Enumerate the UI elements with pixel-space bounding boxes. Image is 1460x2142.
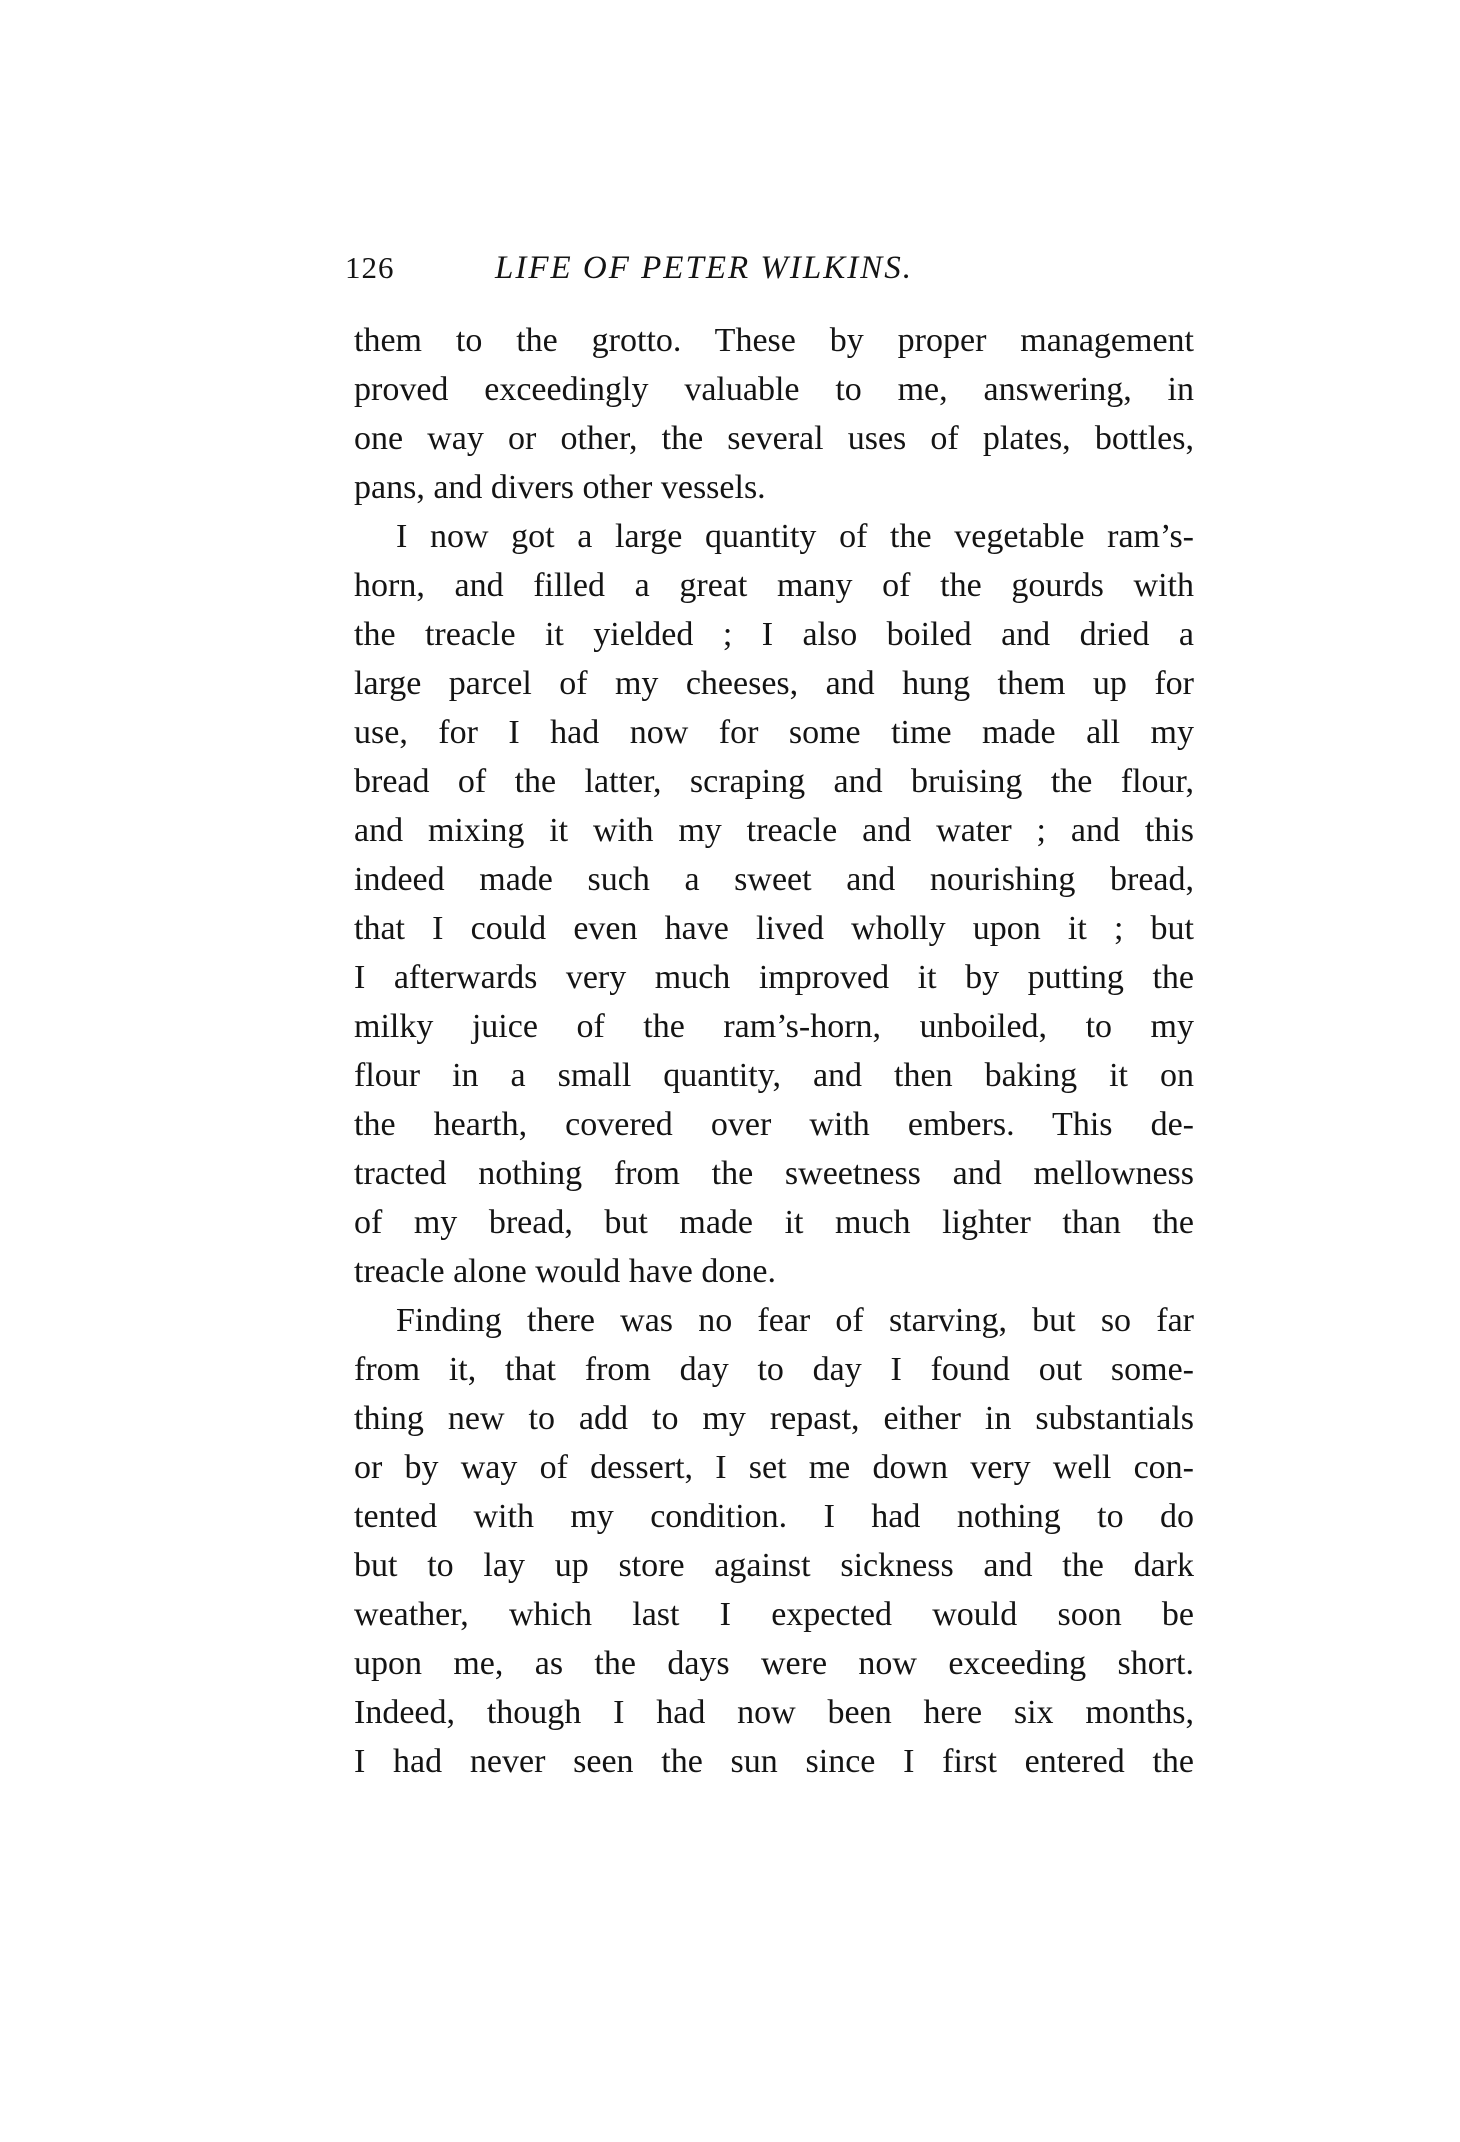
text-line: but to lay up store against sickness and the dark xyxy=(354,1547,1194,1584)
text-line: or by way of dessert, I set me down very well con- xyxy=(354,1449,1194,1486)
text-line: from it, that from day to day I found out some- xyxy=(354,1351,1194,1388)
text-line: and mixing it with my treacle and water ; and this xyxy=(354,812,1194,849)
text-line: flour in a small quantity, and then baking it on xyxy=(354,1057,1194,1094)
text-line: tented with my condition. I had nothing to do xyxy=(354,1498,1194,1535)
text-line: horn, and filled a great many of the gourds with xyxy=(354,567,1194,604)
running-head: LIFE OF PETER WILKINS. xyxy=(495,250,913,286)
text-line: the treacle it yielded ; I also boiled and dried a xyxy=(354,616,1194,653)
text-line: them to the grotto. These by proper management xyxy=(354,322,1194,359)
body-text xyxy=(354,316,1194,1786)
text-line: indeed made such a sweet and nourishing bread, xyxy=(354,861,1194,898)
text-line: proved exceedingly valuable to me, answering, in xyxy=(354,371,1194,408)
text-line: of my bread, but made it much lighter than the xyxy=(354,1204,1194,1241)
text-line: bread of the latter, scraping and bruising the flour, xyxy=(354,763,1194,800)
text-line: milky juice of the ram’s-horn, unboiled, to my xyxy=(354,1008,1194,1045)
text-line: weather, which last I expected would soon be xyxy=(354,1596,1194,1633)
text-line: pans, and divers other vessels. xyxy=(354,469,766,506)
page-header xyxy=(345,250,1185,300)
text-line: thing new to add to my repast, either in substantials xyxy=(354,1400,1194,1437)
text-line: treacle alone would have done. xyxy=(354,1253,776,1290)
text-line: I afterwards very much improved it by putting the xyxy=(354,959,1194,996)
text-line: the hearth, covered over with embers. This de- xyxy=(354,1106,1194,1143)
paragraph-first-line: Finding there was no fear of starving, but so far xyxy=(396,1302,1194,1339)
text-line: upon me, as the days were now exceeding short. xyxy=(354,1645,1194,1682)
text-line: one way or other, the several uses of plates, bottles, xyxy=(354,420,1194,457)
text-line: that I could even have lived wholly upon it ; but xyxy=(354,910,1194,947)
paragraph-first-line: I now got a large quantity of the vegetable ram’s- xyxy=(396,518,1194,555)
text-line: I had never seen the sun since I first entered the xyxy=(354,1743,1194,1780)
page-number: 126 xyxy=(345,250,395,285)
text-line: use, for I had now for some time made all my xyxy=(354,714,1194,751)
text-line: large parcel of my cheeses, and hung them up for xyxy=(354,665,1194,702)
text-line: Indeed, though I had now been here six months, xyxy=(354,1694,1194,1731)
text-line: tracted nothing from the sweetness and mellowness xyxy=(354,1155,1194,1192)
